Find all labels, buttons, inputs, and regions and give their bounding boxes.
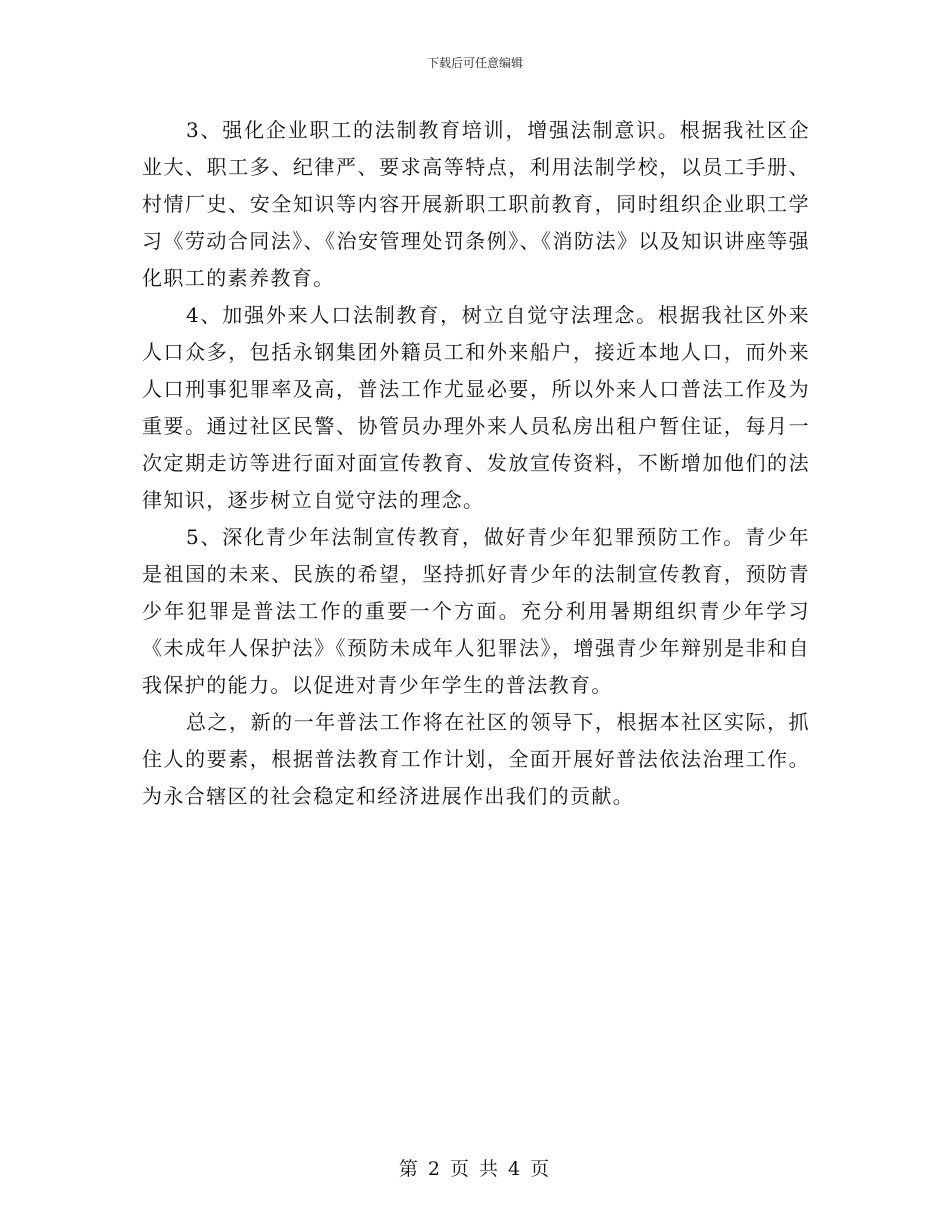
paragraph-item-4: 4、加强外来人口法制教育，树立自觉守法理念。根据我社区外来人口众多，包括永钢集团外籍员工和外来船户，接近本地人口，而外来人口刑事犯罪率及高，普法工作尤显必要，所以外来人口普法工作及为重要。通过社区民警、协管员办理外来人员私房出租户暂住证，每月一次定期走访等进行面对面宣传教育、发放宣传资料，不断增加他们的法律知识，逐步树立自觉守法的理念。 [142, 303, 810, 512]
paragraph-conclusion: 总之，新的一年普法工作将在社区的领导下，根据本社区实际，抓住人的要素，根据普法教育工作计划，全面开展好普法依法治理工作。为永合辖区的社会稳定和经济进展作出我们的贡献。 [142, 710, 810, 808]
page-header-note: 下载后可任意编辑 [426, 56, 523, 70]
document-body [142, 112, 810, 815]
paragraph-item-3: 3、强化企业职工的法制教育培训，增强法制意识。根据我社区企业大、职工多、纪律严、要求高等特点，利用法制学校，以员工手册、村情厂史、安全知识等内容开展新职工职前教育，同时组织企业职工学习《劳动合同法》、《治安管理处罚条例》、《消防法》以及知识讲座等强化职工的素养教育。 [142, 118, 810, 290]
paragraph-item-5: 5、深化青少年法制宣传教育，做好青少年犯罪预防工作。青少年是祖国的未来、民族的希望，坚持抓好青少年的法制宣传教育，预防青少年犯罪是普法工作的重要一个方面。充分利用暑期组织青少年学习《未成年人保护法》《预防未成年人犯罪法》，增强青少年辩别是非和自我保护的能力。以促进对青少年学生的普法教育。 [142, 525, 810, 697]
page-number-footer: 第 2 页 共 4 页 [398, 1158, 552, 1180]
